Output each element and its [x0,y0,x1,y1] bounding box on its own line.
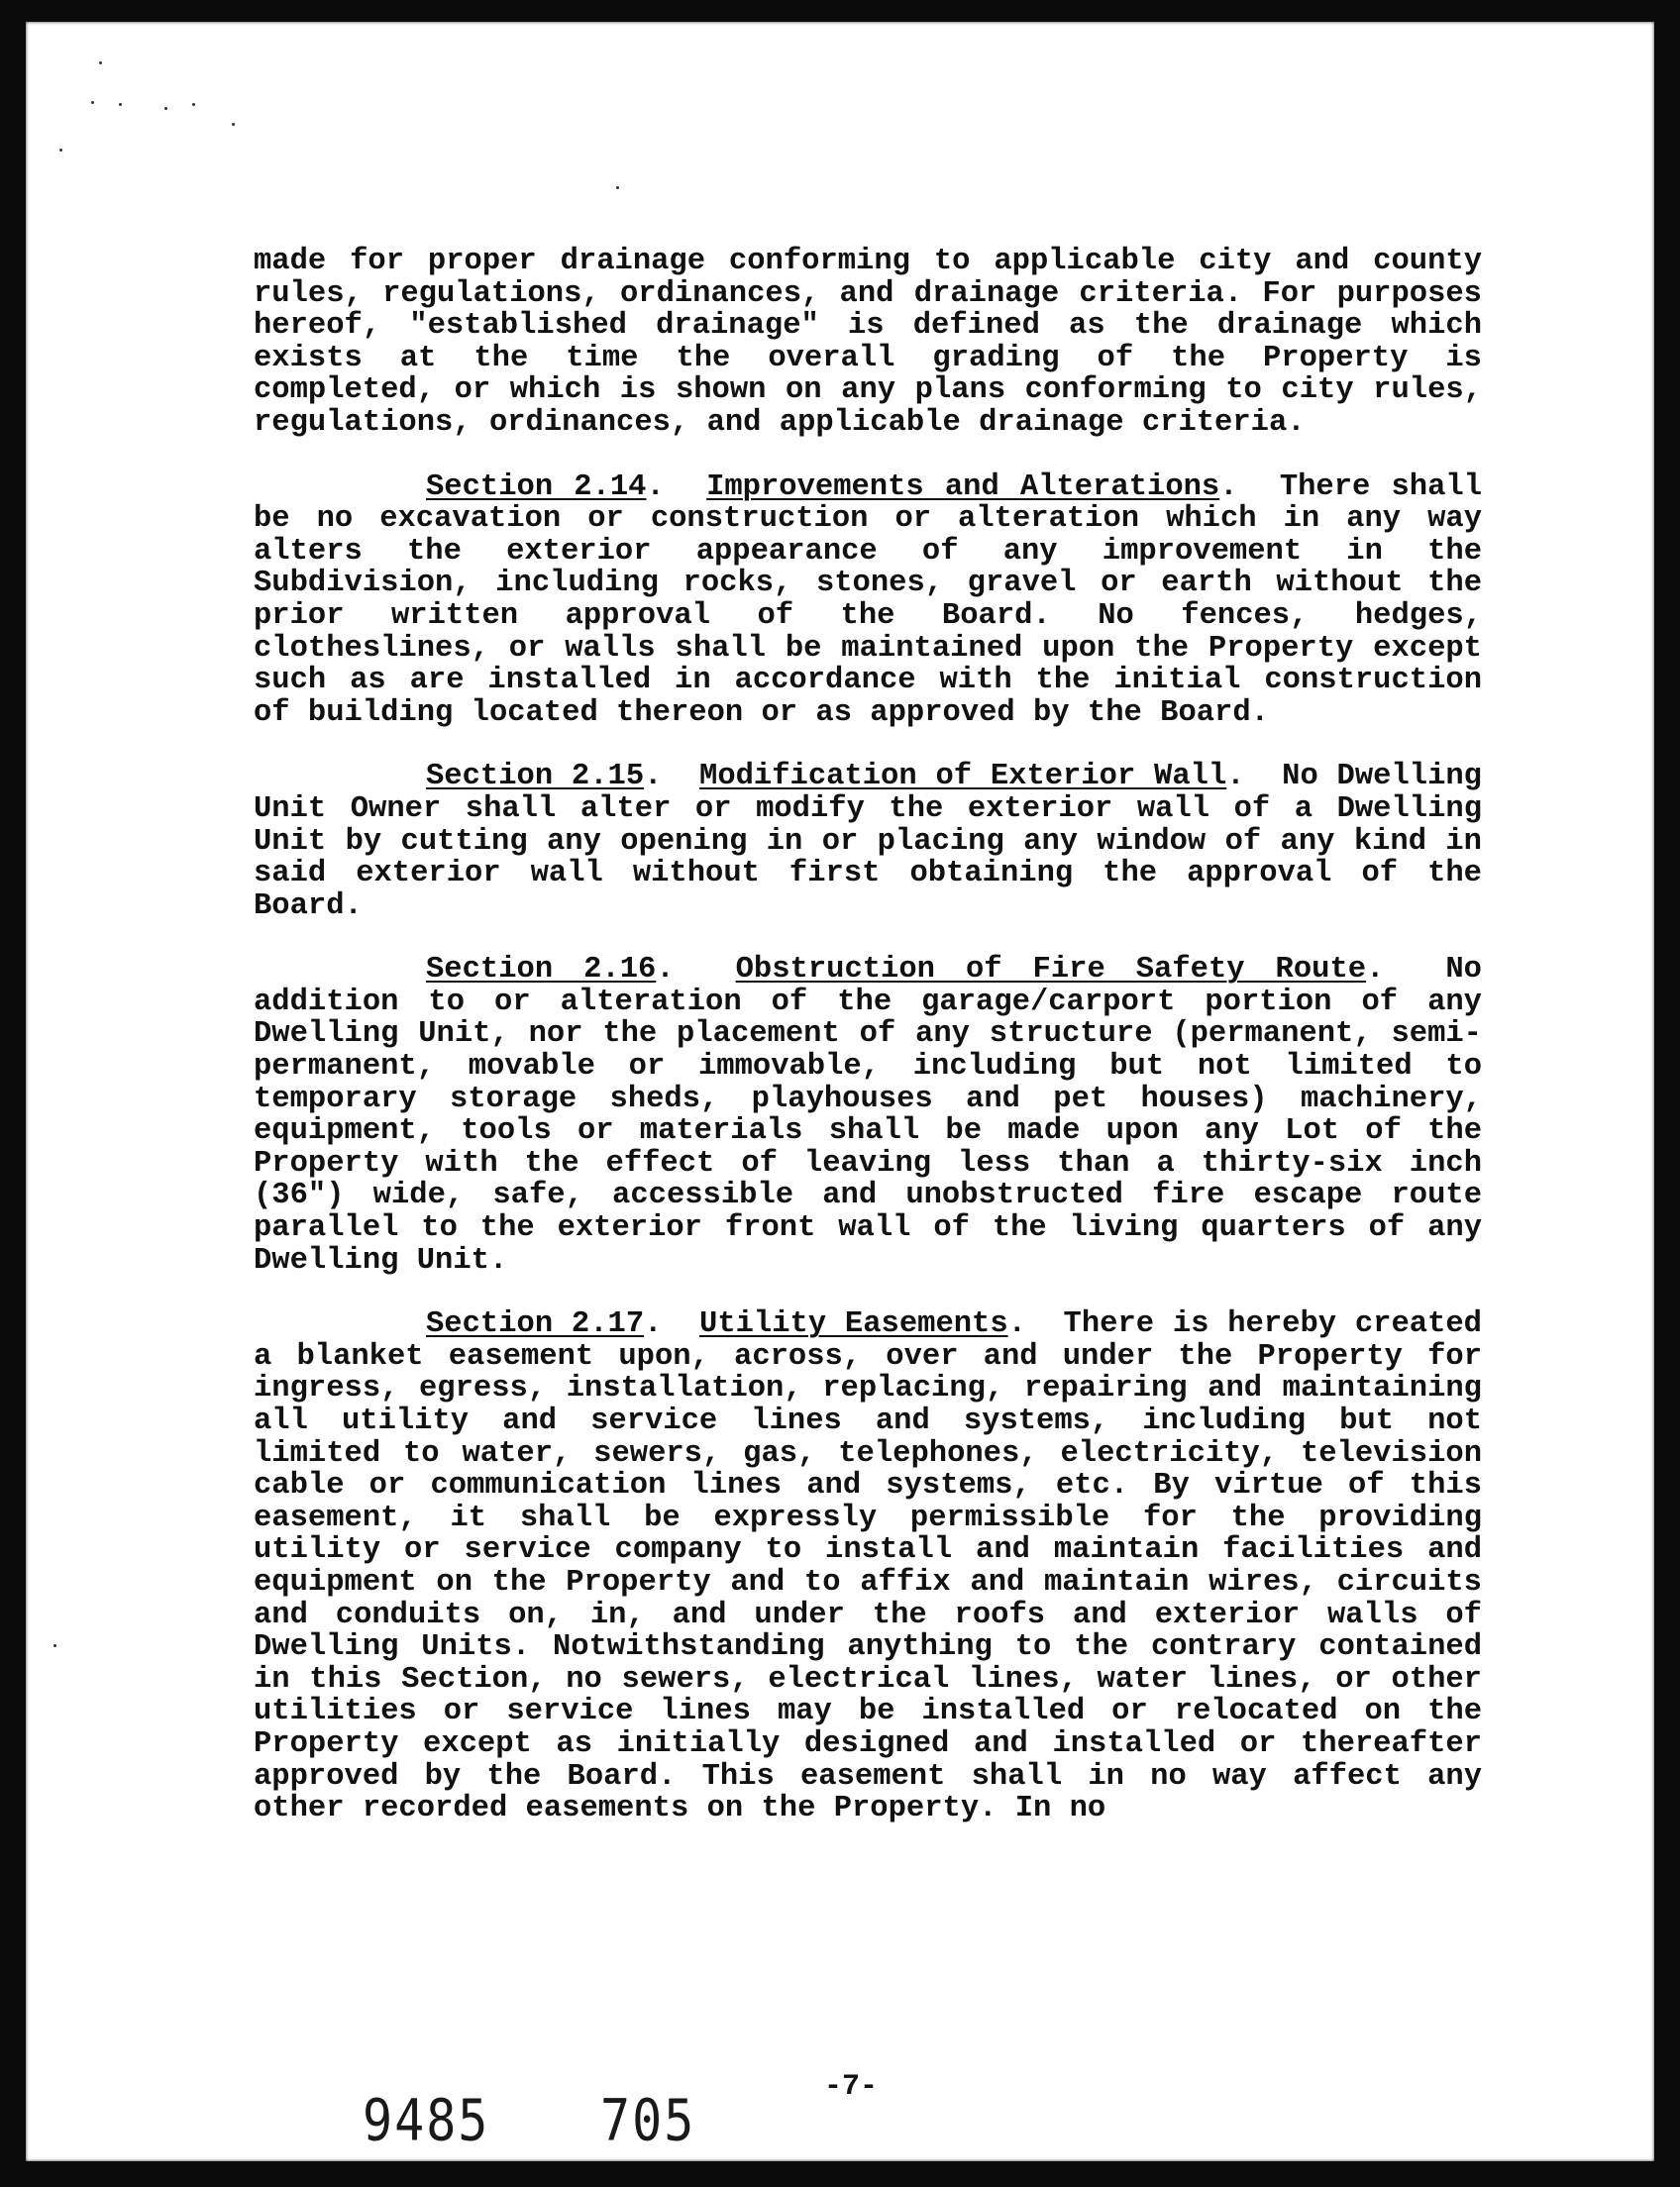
section-2-17: Section 2.17. Utility Easements. There is hereby created a blanket easement upon, across, over and under the Property for ingress, egress, installation, replacing, repairing and maintaining all utility and service lines and systems, including but not limited to water, sewers, gas, telephones, electricity, television cable or communication lines and systems, etc. By virtue of this easement, it shall be expressly permissible for the providing utility or service company to install and maintain facilities and equipment on the Property and to affix and maintain wires, circuits and conduits on, in, and under the roofs and exterior walls of Dwelling Units. Notwithstanding anything to the contrary contained in this Section, no sewers, electrical lines, water lines, or other utilities or service lines may be installed or relocated on the Property except as initially designed and installed or thereafter approved by the Board. This easement shall in no way affect any other recorded easements on the Property. In no [254,1307,1482,1826]
section-number: Section 2.16 [426,953,657,988]
scan-speck [53,1644,56,1647]
section-number: Section 2.14 [426,469,647,504]
scan-speck [164,107,167,110]
document-code-left: 9485 [363,2087,490,2154]
section-number: Section 2.15 [426,760,645,794]
section-2-16: Section 2.16. Obstruction of Fire Safety Route. No addition to or alteration of the garage/carport portion of any Dwelling Unit, nor the placement of any structure (permanent, semi-permanent, movable or immovable, including but not limited to temporary storage sheds, playhouses and pet houses) machinery, equipment, tools or materials shall be made upon any Lot of the Property with the effect of leaving less than a thirty-six inch (36") wide, safe, accessible and unobstructed fire escape route parallel to the exterior front wall of the living quarters of any Dwelling Unit. [254,953,1482,1278]
section-2-15: Section 2.15. Modification of Exterior Wall. No Dwelling Unit Owner shall alter or modify the exterior wall of a Dwelling Unit by cutting any opening in or placing any window of any kind in said exterior wall without first obtaining the approval of the Board. [254,760,1482,923]
section-title: Modification of Exterior Wall [699,760,1227,794]
page-number: -7- [824,2070,879,2104]
section-text: No Dwelling Unit Owner shall alter or modify the exterior wall of a Dwelling Unit by cutting any opening in or placing any window of any kind in said exterior wall without first obtaining the approval of the Board. [254,760,1482,923]
scan-speck [119,103,122,106]
scan-speck [616,186,619,189]
section-text: There shall be no excavation or construction or alteration which in any way alters the exterior appearance of any improvement in the Subdivision, including rocks, stones, gravel or earth without the prior written approval of the Board. No fences, hedges, clotheslines, or walls shall be maintained upon the Property except such as are installed in accordance with the initial construction of building located thereon or as approved by the Board. [254,469,1482,730]
section-text: No addition to or alteration of the garage/carport portion of any Dwelling Unit, nor the placement of any structure (permanent, semi-permanent, movable or immovable, including but not limited to temporary storage sheds, playhouses and pet houses) machinery, equipment, tools or materials shall be made upon any Lot of the Property with the effect of leaving less than a thirty-six inch (36") wide, safe, accessible and unobstructed fire escape route parallel to the exterior front wall of the living quarters of any Dwelling Unit. [254,953,1482,1278]
section-number: Section 2.17 [426,1307,645,1342]
scan-speck [91,101,94,104]
section-2-14: Section 2.14. Improvements and Alterations. There shall be no excavation or construction or alteration which in any way alters the exterior appearance of any improvement in the Subdivision, including rocks, stones, gravel or earth without the prior written approval of the Board. No fences, hedges, clotheslines, or walls shall be maintained upon the Property except such as are installed in accordance with the initial construction of building located thereon or as approved by the Board. [254,469,1482,730]
section-title: Utility Easements [699,1307,1008,1342]
document-body [254,246,1482,1857]
section-text: There is hereby created a blanket easement upon, across, over and under the Property for ingress, egress, installation, replacing, repairing and maintaining all utility and service lines and systems, including but not limited to water, sewers, gas, telephones, electricity, television cable or communication lines and systems, etc. By virtue of this easement, it shall be expressly permissible for the providing utility or service company to install and maintain facilities and equipment on the Property and to affix and maintain wires, circuits and conduits on, in, and under the roofs and exterior walls of Dwelling Units. Notwithstanding anything to the contrary contained in this Section, no sewers, electrical lines, water lines, or other utilities or service lines may be installed or relocated on the Property except as initially designed and installed or thereafter approved by the Board. This easement shall in no way affect any other recorded easements on the Property. In no [254,1307,1482,1826]
scan-speck [59,149,62,152]
document-code-right: 705 [600,2087,696,2154]
intro-paragraph: made for proper drainage conforming to applicable city and county rules, regulations, ordinances, and drainage criteria. For purposes hereof, "established drainage" is defined as the drainage which exists at the time the overall grading of the Property is completed, or which is shown on any plans conforming to city rules, regulations, ordinances, and applicable drainage criteria. [254,245,1482,440]
section-title: Obstruction of Fire Safety Route [735,953,1367,988]
scan-speck [99,61,102,64]
scan-speck [232,123,235,126]
section-title: Improvements and Alterations [706,469,1220,504]
scan-speck [192,103,195,106]
